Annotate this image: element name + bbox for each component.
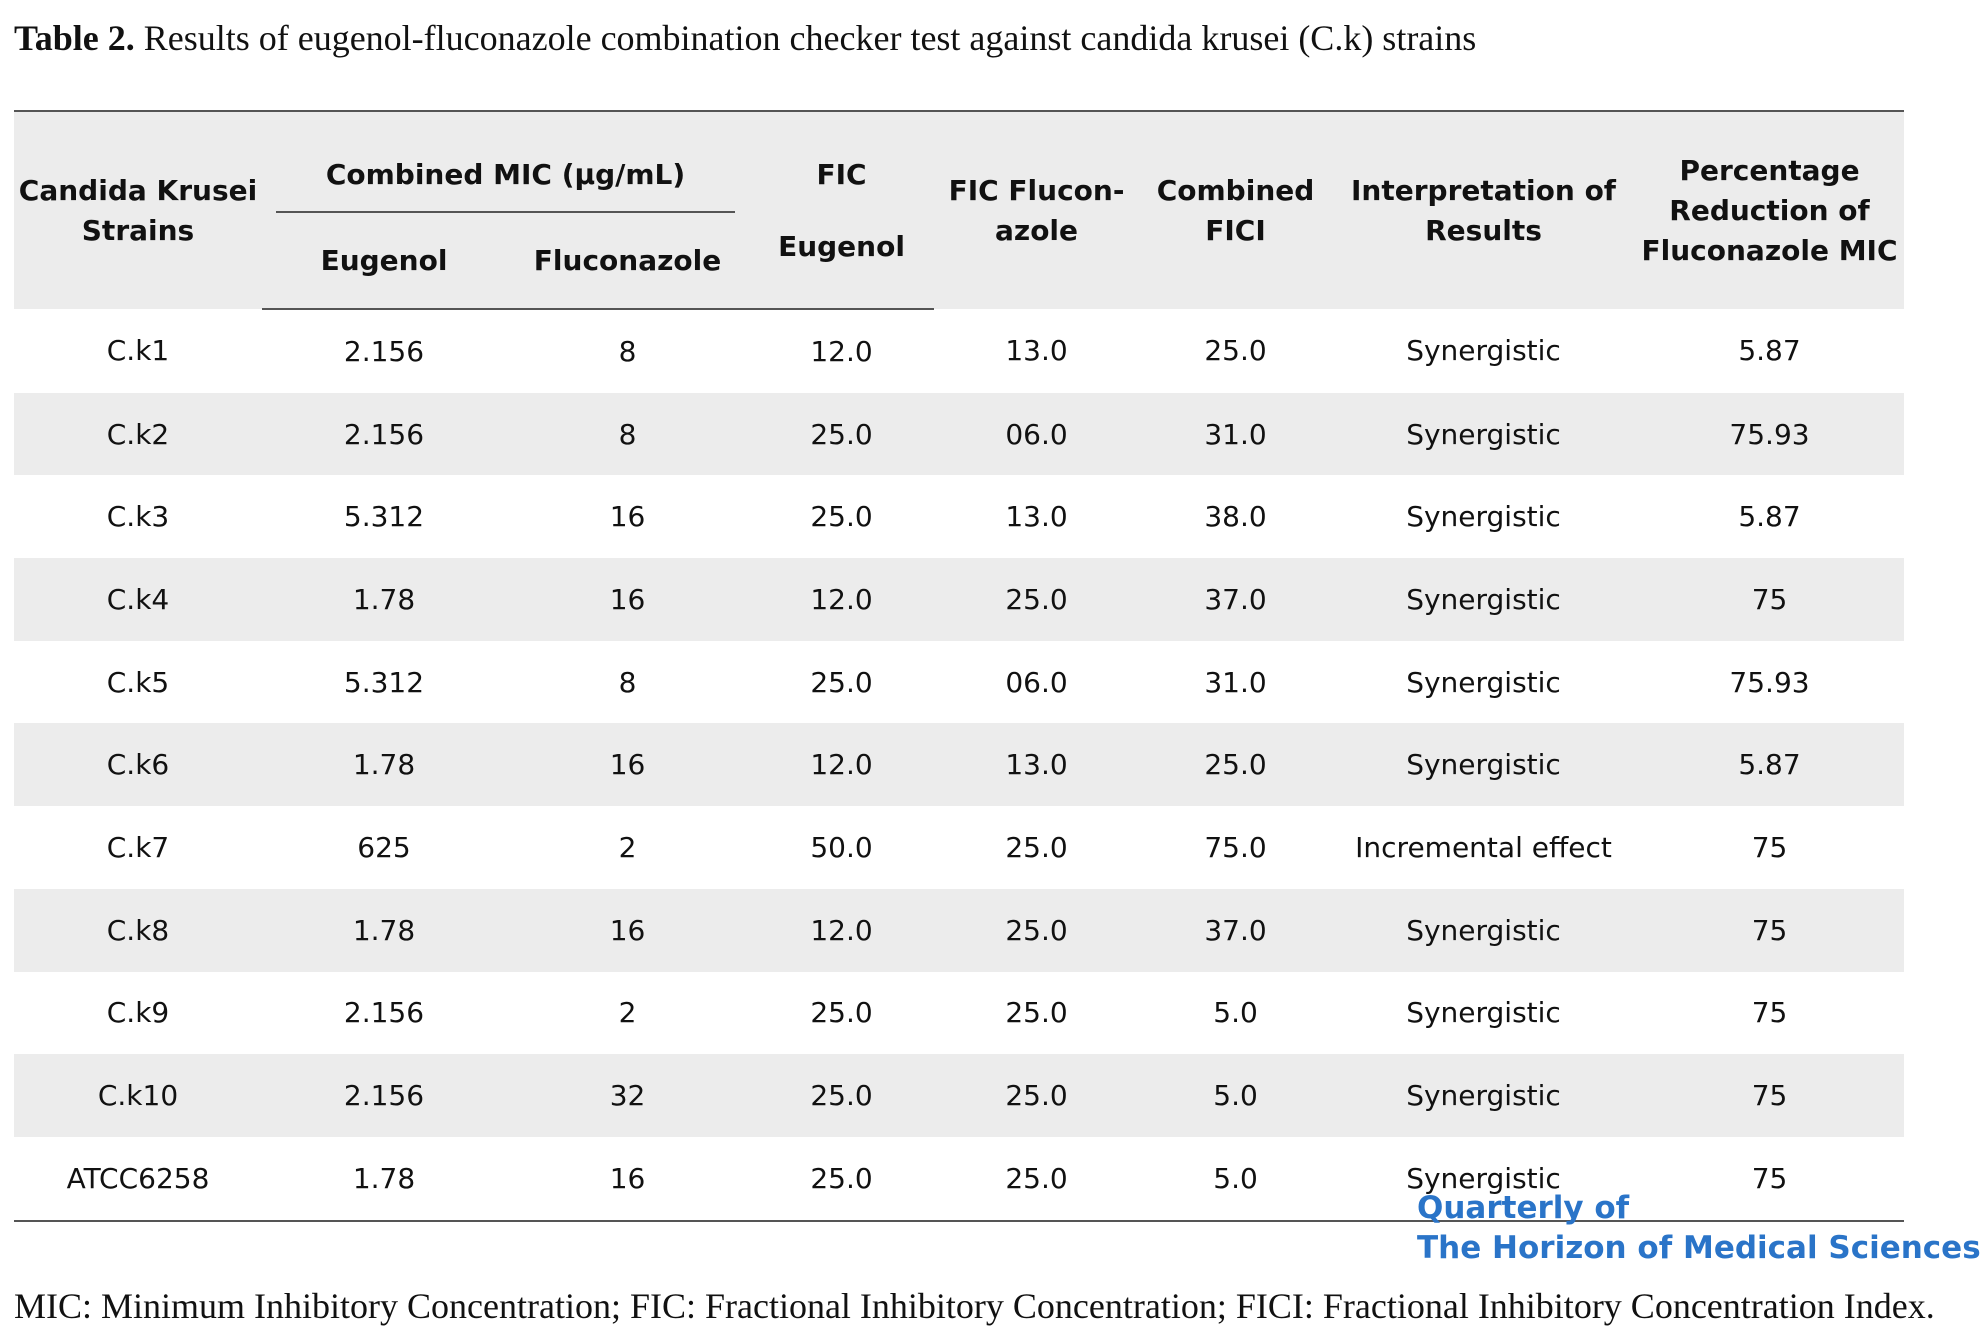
cell-fic-fluconazole: 25.0 [1005, 996, 1068, 1030]
table-row [14, 475, 1904, 558]
cell-combined-fici: 38.0 [1204, 500, 1267, 534]
cell-reduction: 5.87 [1635, 723, 1904, 806]
cell-combined-fici: 31.0 [1139, 393, 1332, 476]
cell-strain: C.k1 [106, 334, 170, 368]
journal-logo-line2: The Horizon of Medical Sciences [1417, 1230, 1981, 1266]
cell-combined-fici: 31.0 [1204, 665, 1267, 699]
cell-reduction: 75 [1751, 996, 1788, 1030]
cell-reduction: 75.93 [1729, 665, 1810, 699]
table-row [14, 1054, 1904, 1137]
cell-reduction: 75 [1751, 830, 1788, 864]
cell-mic-fluconazole: 16 [506, 558, 749, 641]
cell-mic-fluconazole: 2 [618, 830, 637, 864]
cell-interpretation: Synergistic [1332, 558, 1635, 641]
header-mic-fluconazole: Fluconazole [506, 213, 749, 309]
cell-combined-fici: 25.0 [1139, 723, 1332, 806]
cell-fic-fluconazole: 25.0 [934, 558, 1139, 641]
cell-fic-fluconazole: 25.0 [934, 889, 1139, 972]
cell-fic-eugenol: 25.0 [810, 500, 873, 534]
cell-reduction: 75.93 [1635, 393, 1904, 476]
table-row [14, 558, 1904, 641]
table-body [14, 309, 1904, 1221]
cell-reduction: 75 [1635, 1054, 1904, 1137]
table-header [14, 111, 1904, 309]
cell-strain: C.k7 [106, 830, 170, 864]
cell-mic-fluconazole: 16 [506, 1137, 749, 1221]
header-reduction: Percentage Reduction of Fluconazole MIC [1635, 111, 1904, 309]
cell-fic-eugenol: 25.0 [749, 1054, 934, 1137]
cell-mic-eugenol: 2.156 [343, 334, 425, 368]
cell-strain: C.k3 [106, 500, 170, 534]
cell-mic-fluconazole: 16 [506, 889, 749, 972]
cell-fic-eugenol: 25.0 [810, 996, 873, 1030]
cell-interpretation: Synergistic [1332, 723, 1635, 806]
header-combined-mic [262, 111, 749, 213]
cell-mic-eugenol: 1.78 [262, 723, 506, 806]
cell-reduction: 5.87 [1738, 334, 1801, 368]
cell-strain: C.k9 [106, 996, 170, 1030]
header-combined-fici: Combined FICI [1139, 111, 1332, 309]
cell-fic-eugenol: 12.0 [749, 889, 934, 972]
cell-mic-fluconazole: 16 [506, 723, 749, 806]
header-fic-fluconazole: FIC Flucon-azole [934, 111, 1139, 309]
cell-mic-eugenol: 625 [357, 830, 411, 864]
cell-mic-eugenol: 1.78 [262, 558, 506, 641]
header-interpretation: Interpretation of Results [1332, 111, 1635, 309]
cell-fic-fluconazole: 13.0 [1005, 500, 1068, 534]
journal-logo [1417, 1188, 1981, 1268]
cell-interpretation: Synergistic [1406, 996, 1561, 1030]
cell-reduction: 5.87 [1738, 500, 1801, 534]
cell-fic-eugenol: 25.0 [749, 393, 934, 476]
cell-strain: ATCC6258 [14, 1137, 262, 1221]
cell-fic-fluconazole: 13.0 [934, 723, 1139, 806]
cell-mic-fluconazole: 16 [609, 500, 646, 534]
table-row [14, 806, 1904, 889]
cell-interpretation: Synergistic [1332, 889, 1635, 972]
table-row [14, 972, 1904, 1055]
cell-interpretation: Synergistic [1332, 393, 1635, 476]
cell-strain: C.k10 [14, 1054, 262, 1137]
cell-mic-eugenol: 1.78 [262, 889, 506, 972]
header-mic-eugenol: Eugenol [262, 213, 506, 309]
cell-fic-eugenol: 25.0 [810, 665, 873, 699]
cell-interpretation: Synergistic [1406, 334, 1561, 368]
cell-mic-eugenol: 2.156 [262, 1054, 506, 1137]
cell-mic-fluconazole: 8 [506, 393, 749, 476]
cell-combined-fici: 25.0 [1204, 334, 1267, 368]
cell-interpretation: Synergistic [1406, 500, 1561, 534]
cell-mic-fluconazole: 2 [618, 996, 637, 1030]
header-fic-eugenol: Eugenol [749, 213, 934, 309]
cell-combined-fici: 5.0 [1213, 996, 1258, 1030]
cell-reduction: 75 [1635, 1137, 1904, 1221]
cell-mic-fluconazole: 8 [618, 665, 637, 699]
table-caption-label: Table 2. [14, 18, 135, 58]
header-group-underline [276, 211, 735, 213]
cell-fic-eugenol: 12.0 [749, 723, 934, 806]
cell-strain: C.k8 [14, 889, 262, 972]
table-footnote: MIC: Minimum Inhibitory Concentration; FIC: Fractional Inhibitory Concentration; FICI: Fractional Inhibitory Concentration Index. [14, 1286, 1935, 1326]
cell-mic-eugenol: 5.312 [343, 500, 425, 534]
cell-mic-fluconazole: 8 [618, 334, 637, 368]
cell-interpretation: Incremental effect [1355, 830, 1612, 864]
cell-fic-fluconazole: 25.0 [1005, 830, 1068, 864]
cell-strain: C.k5 [106, 665, 170, 699]
cell-fic-fluconazole: 25.0 [934, 1054, 1139, 1137]
table-row [14, 723, 1904, 806]
cell-combined-fici: 75.0 [1204, 830, 1267, 864]
cell-combined-fici: 37.0 [1139, 558, 1332, 641]
cell-mic-eugenol: 2.156 [343, 996, 425, 1030]
table-row [14, 641, 1904, 724]
header-combined-mic-label: Combined MIC (μg/mL) [325, 158, 686, 191]
cell-fic-eugenol: 25.0 [749, 1137, 934, 1221]
cell-reduction: 75 [1635, 889, 1904, 972]
cell-combined-fici: 37.0 [1139, 889, 1332, 972]
table-caption [14, 12, 1904, 64]
cell-strain: C.k4 [14, 558, 262, 641]
cell-fic-fluconazole: 06.0 [934, 393, 1139, 476]
cell-fic-eugenol: 12.0 [810, 334, 873, 368]
cell-strain: C.k6 [14, 723, 262, 806]
cell-fic-fluconazole: 25.0 [934, 1137, 1139, 1221]
table-row [14, 309, 1904, 393]
table-caption-text: Results of eugenol-fluconazole combination checker test against candida krusei (C.k) strains [134, 18, 1477, 58]
results-table [14, 110, 1904, 1222]
cell-reduction: 75 [1635, 558, 1904, 641]
cell-mic-eugenol: 5.312 [343, 665, 425, 699]
cell-interpretation: Synergistic [1332, 1137, 1635, 1221]
cell-fic-eugenol: 12.0 [749, 558, 934, 641]
cell-mic-fluconazole: 32 [506, 1054, 749, 1137]
table-row [14, 889, 1904, 972]
cell-mic-eugenol: 2.156 [262, 393, 506, 476]
header-strains: Candida Krusei Strains [14, 111, 262, 309]
journal-logo-line1: Quarterly of [1417, 1190, 1630, 1226]
cell-combined-fici: 5.0 [1139, 1137, 1332, 1221]
cell-fic-eugenol: 50.0 [810, 830, 873, 864]
cell-interpretation: Synergistic [1332, 1054, 1635, 1137]
cell-mic-eugenol: 1.78 [262, 1137, 506, 1221]
cell-interpretation: Synergistic [1406, 665, 1561, 699]
cell-fic-fluconazole: 13.0 [1005, 334, 1068, 368]
table-row [14, 393, 1904, 476]
header-fic: FIC [749, 111, 934, 213]
cell-strain: C.k2 [14, 393, 262, 476]
cell-fic-fluconazole: 06.0 [1005, 665, 1068, 699]
cell-combined-fici: 5.0 [1139, 1054, 1332, 1137]
